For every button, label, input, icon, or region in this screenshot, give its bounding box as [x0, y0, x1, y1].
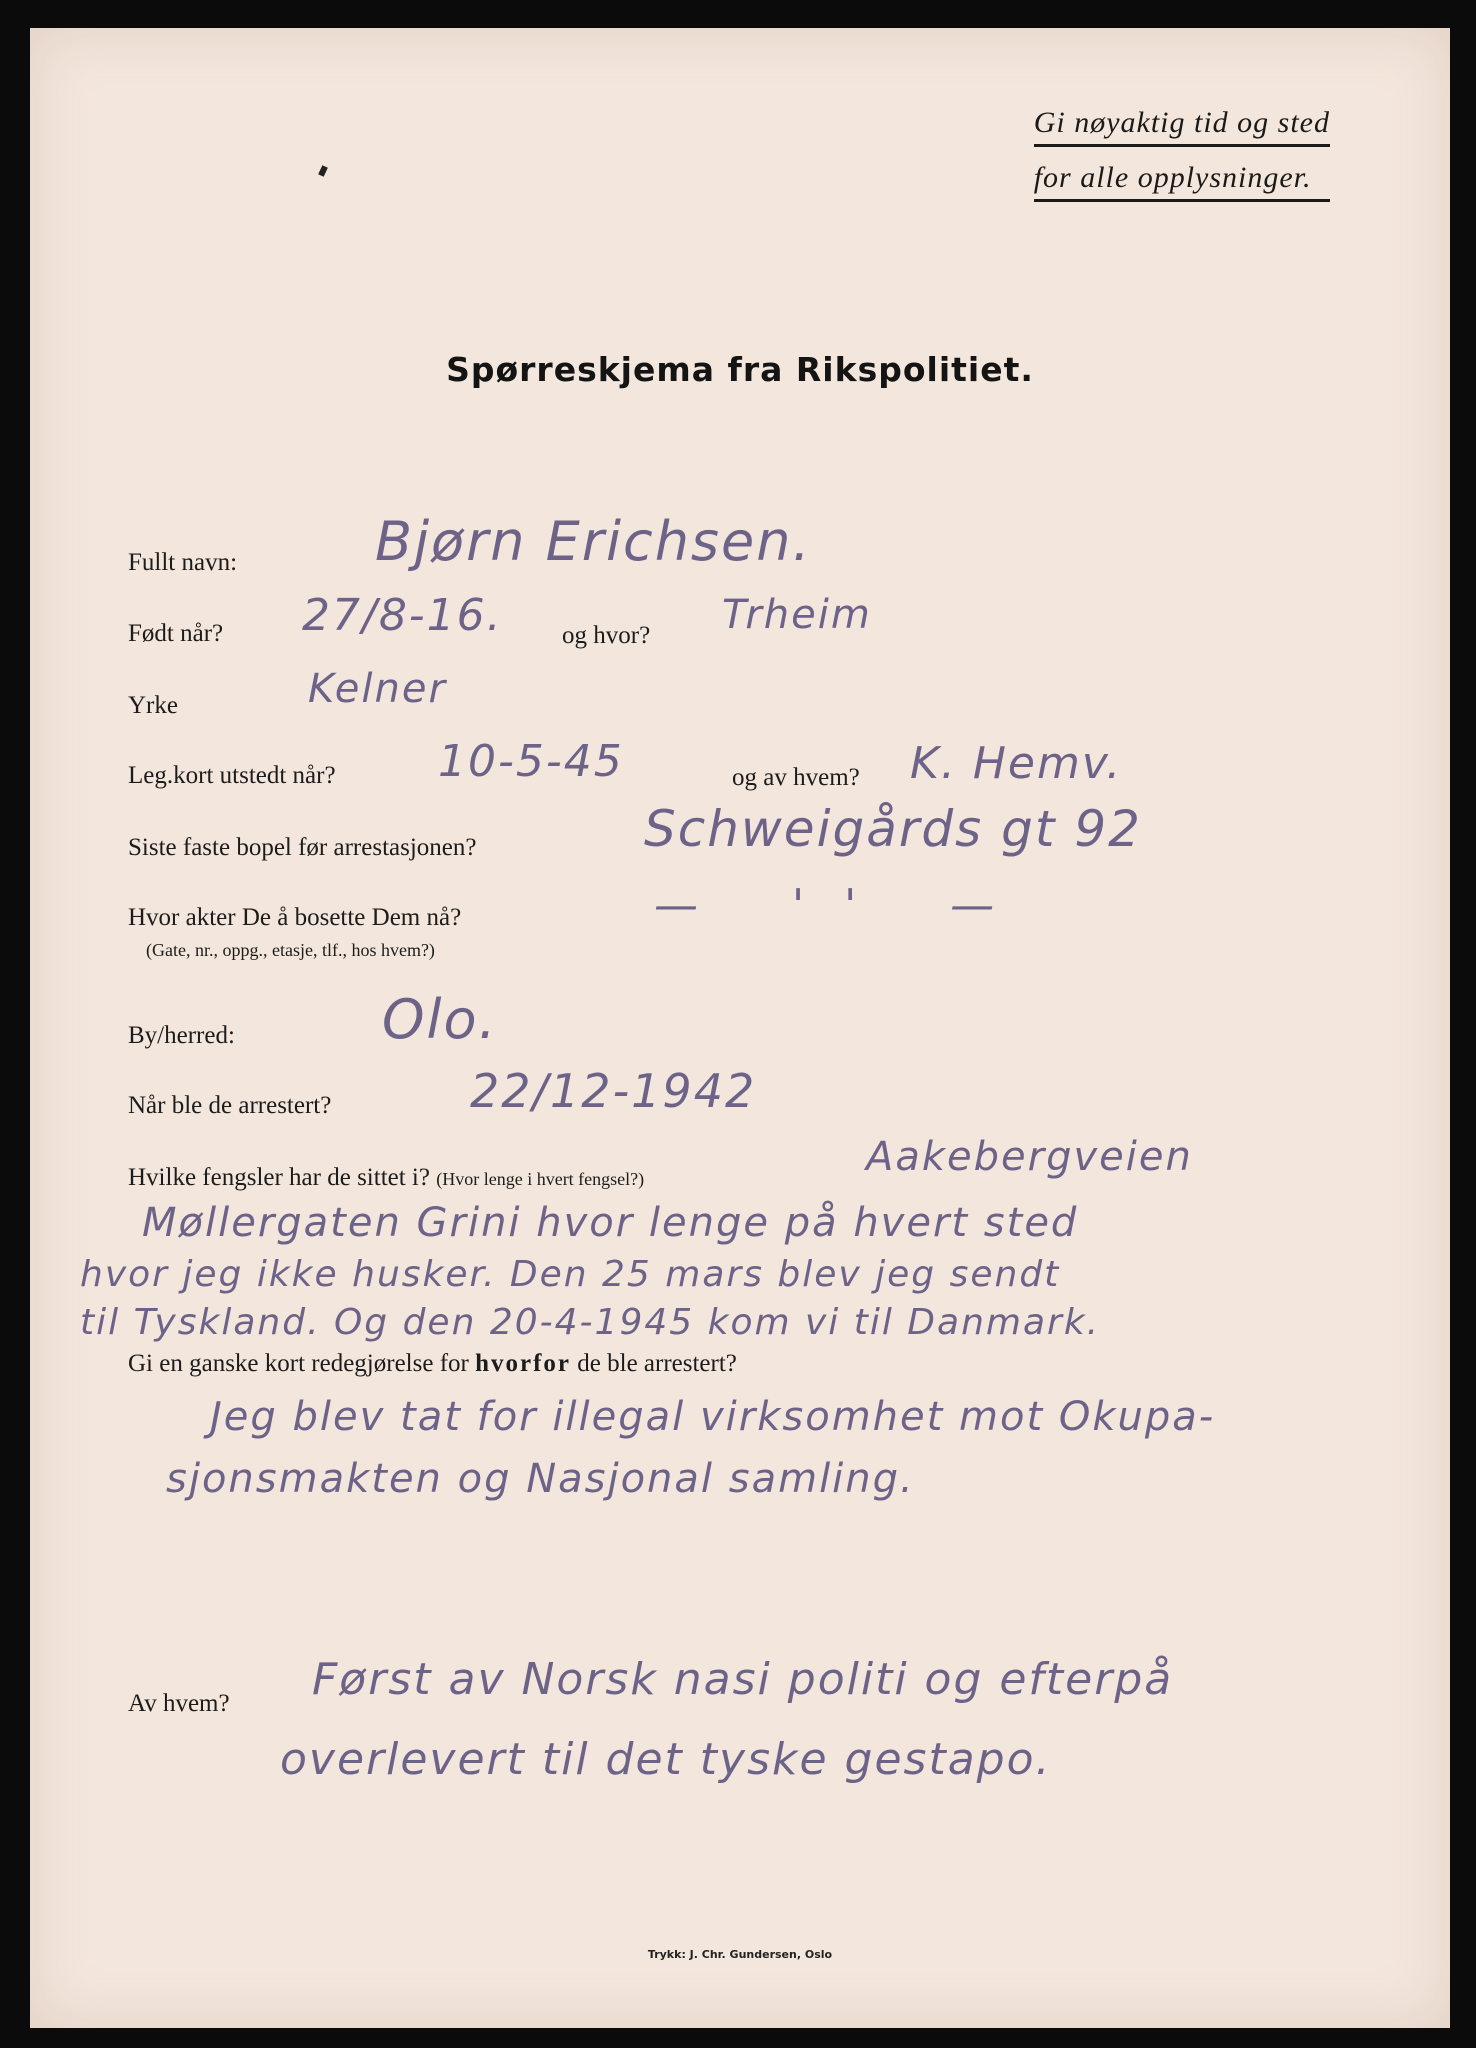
value-arrested-when: 22/12-1942	[470, 1064, 757, 1118]
label-prisons-main: Hvilke fengsler har de sittet i?	[128, 1164, 430, 1191]
value-full-name: Bjørn Erichsen.	[375, 510, 812, 573]
label-reason-post: de ble arrestert?	[577, 1350, 737, 1377]
label-by-whom: Av hvem?	[128, 1690, 230, 1717]
value-future-address: — '' —	[654, 880, 1035, 931]
ink-speck	[318, 165, 328, 177]
label-future-address: Hvor akter De å bosette Dem nå?	[128, 904, 462, 931]
value-prisons-line-4: til Tyskland. Og den 20-4-1945 kom vi til Danmark.	[80, 1302, 1101, 1343]
value-prisons-line-1: Aakebergveien	[866, 1134, 1193, 1180]
label-born-where: og hvor?	[562, 622, 651, 649]
form-title: Spørreskjema fra Rikspolitiet.	[446, 350, 1034, 389]
value-born-when: 27/8-16.	[302, 590, 503, 641]
label-id-card-issued: Leg.kort utstedt når?	[128, 762, 336, 789]
printer-imprint: Trykk: J. Chr. Gundersen, Oslo	[647, 1948, 833, 1961]
label-id-card-by: og av hvem?	[732, 764, 860, 791]
instruction-line-1: Gi nøyaktig tid og sted	[1034, 106, 1330, 147]
label-prisons-hint: (Hvor lenge i hvert fengsel?)	[436, 1169, 645, 1189]
label-reason-pre: Gi en ganske kort redegjørelse for	[128, 1350, 469, 1377]
label-occupation: Yrke	[128, 692, 178, 719]
label-born-when: Født når?	[128, 620, 224, 647]
form-sheet	[30, 28, 1450, 2028]
value-by-whom-line-1: Først av Norsk nasi politi og efterpå	[312, 1654, 1174, 1705]
label-future-address-hint: (Gate, nr., oppg., etasje, tlf., hos hvem?)	[146, 940, 435, 960]
instruction-line-2: for alle opplysninger.	[1034, 161, 1330, 202]
value-town: Olo.	[382, 988, 498, 1051]
value-last-address: Schweigårds gt 92	[644, 800, 1142, 858]
value-id-card-issued: 10-5-45	[438, 736, 624, 787]
label-reason	[128, 1350, 737, 1378]
label-town: By/herred:	[128, 1022, 235, 1049]
instruction-note	[1034, 106, 1330, 216]
label-full-name: Fullt navn:	[128, 549, 238, 576]
label-reason-emph: hvorfor	[475, 1350, 572, 1377]
value-prisons-line-2: Møllergaten Grini hvor lenge på hvert sted	[142, 1200, 1079, 1246]
value-reason-line-1: Jeg blev tat for illegal virksomhet mot Okupa-	[210, 1394, 1216, 1440]
value-reason-line-2: sjonsmakten og Nasjonal samling.	[166, 1456, 915, 1502]
label-arrested-when: Når ble de arrestert?	[128, 1092, 332, 1119]
value-prisons-line-3: hvor jeg ikke husker. Den 25 mars blev jeg sendt	[80, 1254, 1061, 1295]
value-occupation: Kelner	[308, 666, 447, 712]
label-prisons	[128, 1164, 644, 1192]
value-by-whom-line-2: overlevert til det tyske gestapo.	[280, 1734, 1052, 1785]
label-last-address: Siste faste bopel før arrestasjonen?	[128, 834, 477, 861]
value-id-card-by: K. Hemv.	[910, 738, 1123, 789]
value-born-where: Trheim	[722, 592, 872, 638]
